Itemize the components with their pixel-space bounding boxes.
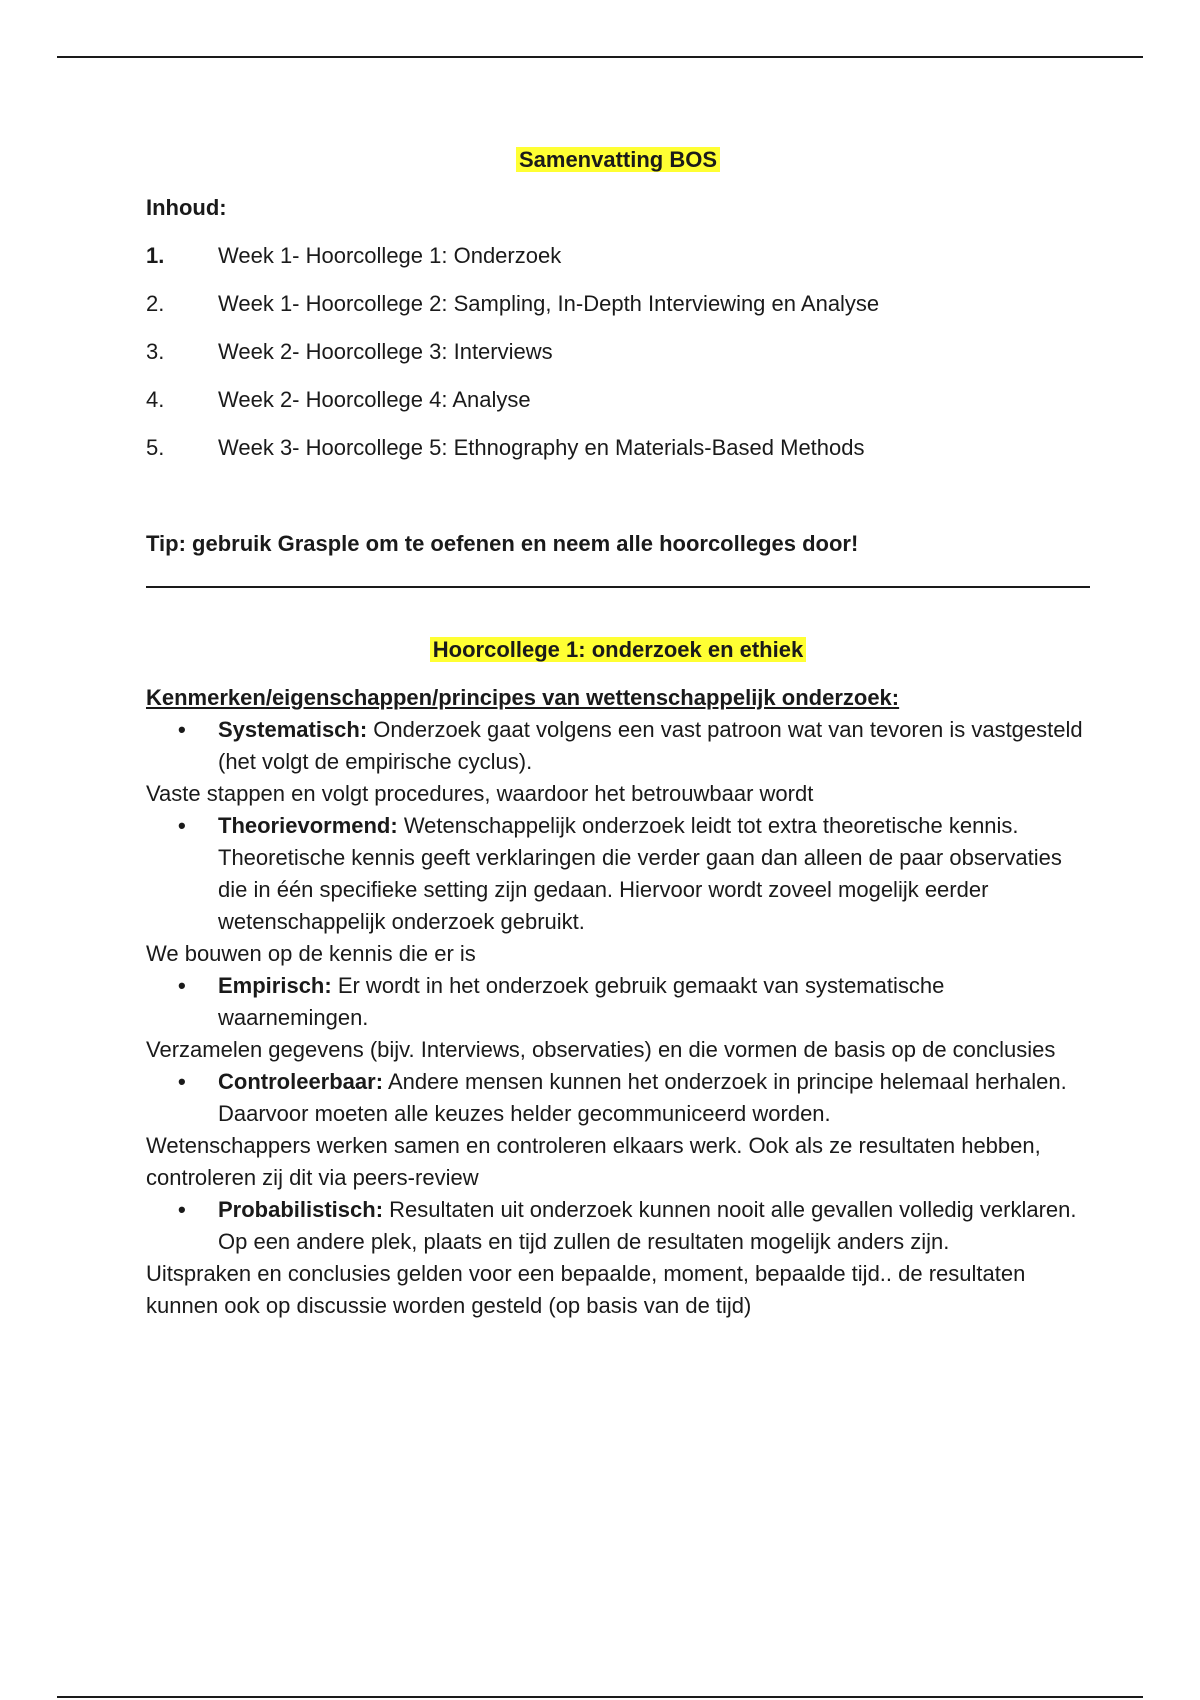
list-item xyxy=(146,810,1090,938)
list-item xyxy=(146,1194,1090,1258)
list-item-note: We bouwen op de kennis die er is xyxy=(146,941,476,966)
toc-item-number: 3. xyxy=(146,339,165,364)
list-item-description: Er wordt in het onderzoek gebruik gemaakt van systematische waarnemingen. xyxy=(218,973,945,1030)
list-item-text xyxy=(218,1066,1090,1130)
toc-item xyxy=(146,336,1090,368)
list-item-text xyxy=(218,714,1090,778)
toc-item-text: Week 2- Hoorcollege 4: Analyse xyxy=(218,387,531,412)
section-subheading: Kenmerken/eigenschappen/principes van wettenschappelijk onderzoek: xyxy=(146,685,900,710)
toc-item-number: 2. xyxy=(146,291,165,316)
list-item xyxy=(146,1066,1090,1130)
bullet-icon: • xyxy=(178,973,186,998)
document-title-line xyxy=(146,144,1090,176)
toc-item-number: 4. xyxy=(146,387,165,412)
toc-item xyxy=(146,288,1090,320)
toc-item xyxy=(146,240,1090,272)
list-item-note: Verzamelen gegevens (bijv. Interviews, observaties) en die vormen de basis op de conclusies xyxy=(146,1037,1056,1062)
bullet-icon: • xyxy=(178,1197,186,1222)
list-item-text xyxy=(218,970,1090,1034)
bullet-icon: • xyxy=(178,717,186,742)
list-item-term: Controleerbaar: xyxy=(218,1069,384,1094)
list-item xyxy=(146,970,1090,1034)
list-item-description: Andere mensen kunnen het onderzoek in principe helemaal herhalen. Daarvoor moeten alle keuzes helder gecommuniceerd worden. xyxy=(218,1069,1067,1126)
toc-label: Inhoud: xyxy=(146,195,227,220)
section-divider xyxy=(146,586,1090,588)
toc-item-number: 5. xyxy=(146,435,165,460)
page-top-rule xyxy=(57,56,1143,58)
bullet-icon: • xyxy=(178,813,186,838)
list-item-text xyxy=(218,810,1090,938)
list-item xyxy=(146,714,1090,778)
list-item-note: Vaste stappen en volgt procedures, waardoor het betrouwbaar wordt xyxy=(146,781,814,806)
section-title: Hoorcollege 1: onderzoek en ethiek xyxy=(430,637,806,662)
list-item-term: Systematisch: xyxy=(218,717,368,742)
toc-item-number: 1. xyxy=(146,243,165,268)
list-item-description: Onderzoek gaat volgens een vast patroon wat van tevoren is vastgesteld (het volgt de empirische cyclus). xyxy=(218,717,1083,774)
document-body xyxy=(146,144,1090,1322)
list-item-term: Theorievormend: xyxy=(218,813,398,838)
page-bottom-rule xyxy=(57,1696,1143,1698)
toc-item xyxy=(146,432,1090,464)
toc-item-text: Week 1- Hoorcollege 2: Sampling, In-Depth Interviewing en Analyse xyxy=(218,291,880,316)
list-item-term: Empirisch: xyxy=(218,973,332,998)
toc-item-text: Week 2- Hoorcollege 3: Interviews xyxy=(218,339,553,364)
table-of-contents xyxy=(146,240,1090,464)
list-item-term: Probabilistisch: xyxy=(218,1197,384,1222)
list-item-note: Uitspraken en conclusies gelden voor een bepaalde, moment, bepaalde tijd.. de resultaten kunnen ook op discussie worden gesteld (op basis van de tijd) xyxy=(146,1261,1026,1318)
list-item-note: Wetenschappers werken samen en controleren elkaars werk. Ook als ze resultaten hebben, controleren zij dit via peers-review xyxy=(146,1133,1041,1190)
toc-item-text: Week 1- Hoorcollege 1: Onderzoek xyxy=(218,243,562,268)
toc-item-text: Week 3- Hoorcollege 5: Ethnography en Materials-Based Methods xyxy=(218,435,865,460)
list-item-description: Resultaten uit onderzoek kunnen nooit alle gevallen volledig verklaren. Op een andere plek, plaats en tijd zullen de resultaten mogelijk anders zijn. xyxy=(218,1197,1077,1254)
bullet-icon: • xyxy=(178,1069,186,1094)
document-title: Samenvatting BOS xyxy=(516,147,720,172)
section-title-line xyxy=(146,634,1090,666)
study-tip: Tip: gebruik Grasple om te oefenen en neem alle hoorcolleges door! xyxy=(146,531,859,556)
toc-item xyxy=(146,384,1090,416)
list-item-description: Wetenschappelijk onderzoek leidt tot extra theoretische kennis. Theoretische kennis geeft verklaringen die verder gaan dan alleen de paar observaties die in één specifieke setting zijn gedaan. Hiervoor wordt zoveel mogelijk eerder wetenschappelijk onderzoek gebruikt. xyxy=(218,813,1062,934)
list-item-text xyxy=(218,1194,1090,1258)
